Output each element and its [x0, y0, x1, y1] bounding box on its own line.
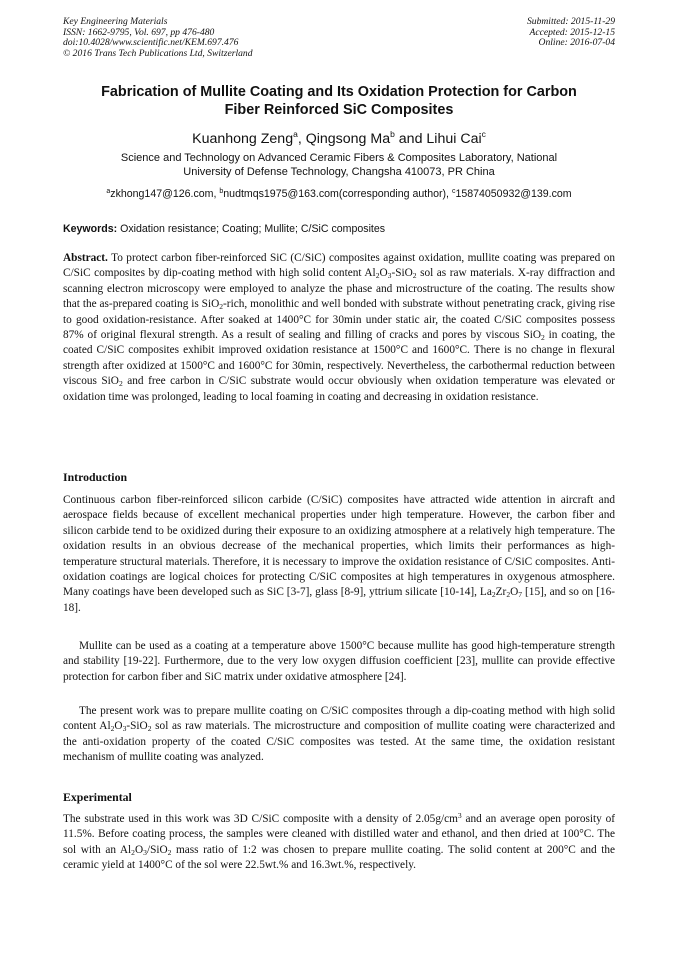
section-heading-introduction: Introduction	[63, 470, 128, 484]
author-mark: a	[293, 129, 298, 139]
author-name: Kuanhong Zeng	[192, 131, 294, 147]
email-address[interactable]: 15874050932@139.com	[455, 188, 572, 200]
accepted-date: Accepted: 2015-12-15	[529, 26, 615, 38]
author-mark: b	[390, 129, 395, 139]
affiliation-line-1: Science and Technology on Advanced Ceramic Fibers & Composites Laboratory, National	[120, 152, 558, 164]
email-address[interactable]: nudtmqs1975@163.com(corresponding author),	[223, 188, 452, 200]
section-heading-experimental: Experimental	[63, 790, 132, 804]
author-list	[50, 125, 628, 148]
title-line-2: Fiber Reinforced SiC Composites	[224, 102, 454, 118]
journal-issn: ISSN: 1662-9795, Vol. 697, pp 476-480	[63, 26, 215, 38]
email-mark: c	[451, 188, 456, 195]
abstract-paragraph: Abstract. To protect carbon fiber-reinforced SiC (C/SiC) composites against oxidation, mullite coating was prepared on C/SiC composites by dip-coating method with high solid content $Al_2O_3-SiO_2$ sol as raw materials. X-ray diffraction and scanning electron microscopy were employed to analyze the phase and microstructure of the coating. The results show that the as-prepared coating is SiO$_2$-rich, monolithic and well bonded with substrate without penetrating crack, giving rise to good oxidation-resistance. After soaked at 1400°C for 30min under static air, the coated C/SiC composites possess 87% of original flexural strength. As a result of sealing and filling of cracks and pores by viscous SiO$_2$ in coating, the coated C/SiC composites exhibit improved oxidation resistance at 1500°C and 1600°C. There is no change in flexural strength after oxidized at 1500°C and 1600°C for 30min, respectively. Nevertheless, the carbothermal reduction between viscous SiO$_2$ and free carbon in C/SiC substrate would occur obviously when oxidation temperature was elevated or oxidation time was prolonged, leading to local foaming in coating and decreasing in oxidation resistance.	[63, 252, 615, 403]
journal-header-right	[527, 17, 615, 49]
author-name: Lihui Cai	[426, 131, 482, 147]
introduction-paragraph: Continuous carbon fiber-reinforced silicon carbide (C/SiC) composites have attracted wide attention in aircraft and aerospace fields because of excellent mechanical properties under high temperature. However, the carbon fiber and silicon carbide tend to be oxidized during their exposure to an oxidizing atmosphere at a relatively high temperature. The oxidation results in an obvious decrease of the mechanical properties, which limits their performances as high-temperature structural materials. Therefore, it is necessary to improve the oxidation resistance of C/SiC composites. Anti-oxidation coatings are logical choices for protecting C/SiC composites at high temperatures in oxygenous atmosphere. Many coatings have been developed such as SiC [3-7], glass [8-9], yttrium silicate [10-14], $La_2Zr_2O_7$ [15], and so on [16-18].	[63, 494, 615, 614]
journal-copyright: © 2016 Trans Tech Publications Ltd, Switzerland	[63, 47, 253, 59]
email-mark: a	[106, 188, 111, 195]
journal-doi: doi:10.4028/www.scientific.net/KEM.697.476	[63, 37, 239, 49]
email-address[interactable]: zkhong147@126.com,	[110, 188, 220, 200]
email-mark: b	[219, 188, 224, 195]
journal-header-left	[63, 17, 253, 59]
keywords-list: Oxidation resistance; Coating; Mullite; C/SiC composites	[117, 223, 386, 235]
introduction-paragraph: The present work was to prepare mullite coating on C/SiC composites through a dip-coating method with high solid content $Al_2O_3-SiO_2$ sol as raw materials. The microstructure and composition of mullite coating were characterized and the anti-oxidation property of the coated C/SiC composites was tested. At the same time, the oxidation resistant mechanism of mullite coating was analyzed.	[63, 705, 615, 764]
paper-title	[50, 83, 628, 119]
author-emails	[60, 185, 618, 201]
title-line-1: Fabrication of Mullite Coating and Its Oxidation Protection for Carbon	[101, 84, 577, 100]
author-mark: c	[481, 129, 486, 139]
affiliation	[60, 151, 618, 179]
author-separator: and	[394, 131, 427, 147]
submitted-date: Submitted: 2015-11-29	[526, 16, 615, 27]
affiliation-line-2: University of Defense Technology, Changsha 410073, PR China	[183, 166, 495, 178]
abstract-label: Abstract.	[63, 252, 108, 264]
keywords	[63, 222, 615, 236]
online-date: Online: 2016-07-04	[538, 37, 615, 49]
journal-name: Key Engineering Materials	[63, 16, 168, 27]
introduction-paragraph: Mullite can be used as a coating at a temperature above 1500°C because mullite has good high-temperature strength and stability [19-22]. Furthermore, due to the very low oxygen diffusion coefficient [23], mullite can provide effective protection for carbon fiber and SiC matrix under oxidative atmosphere [24].	[63, 640, 615, 683]
keywords-label: Keywords:	[63, 223, 118, 235]
experimental-paragraph: The substrate used in this work was 3D C/SiC composite with a density of $2.05g/cm^3$ and an average open porosity of 11.5%. Before coating process, the samples were cleaned with distilled water and ethanol, and then dried at 100°C. The sol with an $Al_2O_3/SiO_2$ mass ratio of 1:2 was chosen to prepare mullite coating. The solid content at 200°C and the ceramic yield at 1400°C of the sol were 22.5wt.% and 16.3wt.%, respectively.	[63, 811, 615, 872]
author-separator: ,	[297, 131, 306, 147]
author-name: Qingsong Ma	[305, 131, 391, 147]
